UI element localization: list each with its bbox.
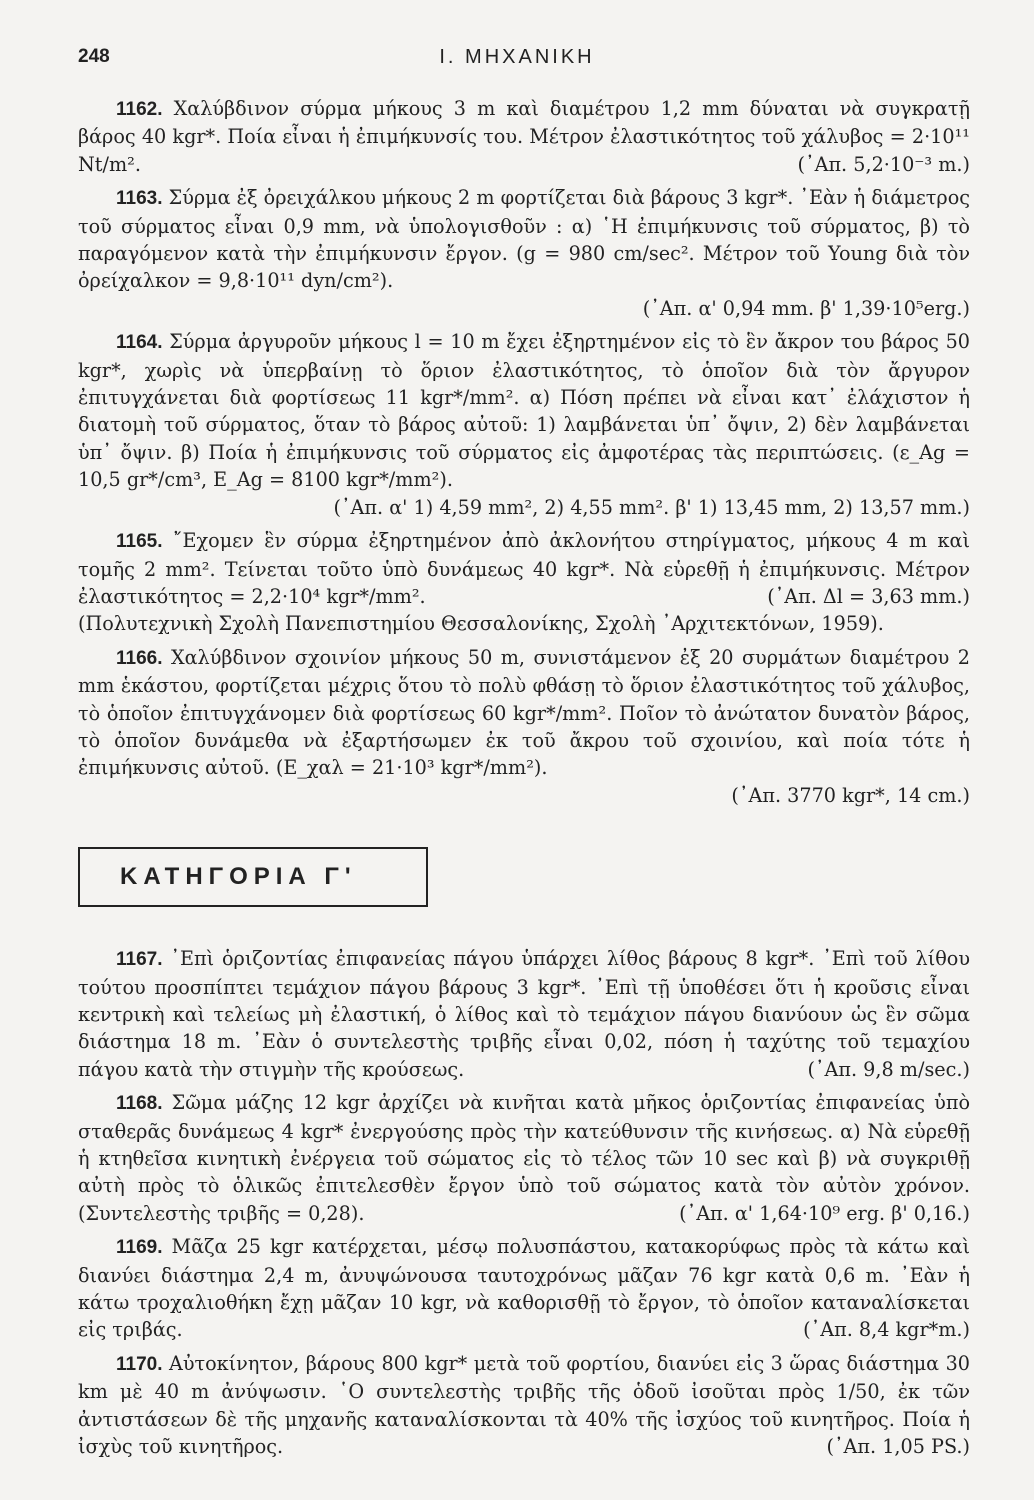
problem-text: Σῶμα μάζης 12 kgr ἀρχίζει νὰ κινῆται κατὰ μῆκος ὁριζοντίας ἐπιφανείας ὑπὸ σταθερᾶς δυνάμεως 4 kgr* ἐνεργούσης πρὸς τὴν κατεύθυνσιν τῆς κινήσεως. α) Νὰ εὑρεθῇ ἡ κτηθεῖσα κινητικὴ ἐνέργεια τοῦ σώματος εἰς τὸ τέλος τῶν 10 sec καὶ β) νὰ συγκριθῇ αὐτὴ πρὸς τὸ ὁλικῶς ἐπιτελεσθὲν ἔργον ὑπὸ τοῦ σώματος κατὰ τὸν αὐτὸν χρόνον. (Συντελεστὴς τριβῆς = 0,28). — [78, 1091, 970, 1225]
answer: (᾿Απ. 8,4 kgr*m.) — [803, 1318, 970, 1342]
answer: (᾿Απ. α' 0,94 mm. β' 1,39·10⁵erg.) — [642, 296, 970, 320]
answer: (᾿Απ. 3770 kgr*, 14 cm.) — [731, 783, 970, 807]
problem-text: ῎Εχομεν ἓν σύρμα ἐξηρτημένον ἀπὸ ἀκλονήτου στηρίγματος, μήκους 4 m καὶ τομῆς 2 mm². Τείνεται τοῦτο ὑπὸ δυνάμεως 40 kgr*. Νὰ εὑρεθῇ ἡ ἐπιμήκυνσις. Μέτρον ἐλαστικότητος = 2,2·10⁴ kgr*/mm². — [78, 529, 970, 608]
problem-text: Χαλύβδινον σχοινίον μήκους 50 m, συνιστάμενον ἐξ 20 συρμάτων διαμέτρου 2 mm ἑκάστου, φορτίζεται μέχρις ὅτου τὸ πολὺ φθάσῃ τὸ ὅριον ἐλαστικότητος τοῦ χάλυβος, τὸ ὁποῖον ἐπιτυγχάνομεν διὰ φορτίσεως 60 kgr*/mm². Ποῖον τὸ ἀνώτατον δυνατὸν βάρος, τὸ ὁποῖον δυνάμεθα νὰ ἐξαρτήσωμεν ἐκ τοῦ ἄκρου τοῦ σχοινίου, καὶ ποία τότε ἡ ἐπιμήκυνσις αὐτοῦ. (E_χαλ = 21·10³ kgr*/mm²). — [78, 645, 970, 780]
problem-number: 1164. — [116, 332, 163, 354]
problem-text: Χαλύβδινον σύρμα μήκους 3 m καὶ διαμέτρου 1,2 mm δύναται νὰ συγκρατῇ βάρος 40 kgr*. Ποία εἶναι ἡ ἐπιμήκυνσίς του. Μέτρον ἐλαστικότητος τοῦ χάλυβος = 2·10¹¹ Nt/m². — [78, 97, 970, 176]
problem-1163 — [78, 184, 970, 322]
problem-number: 1167. — [116, 949, 163, 971]
problem-1164 — [78, 328, 970, 521]
problem-number: 1169. — [116, 1237, 163, 1259]
problem-1162 — [78, 95, 970, 178]
running-head: Ι. ΜΗΧΑΝΙΚΗ — [439, 46, 595, 68]
answer: (᾿Απ. α' 1,64·10⁹ erg. β' 0,16.) — [679, 1201, 970, 1225]
answer: (᾿Απ. 9,8 m/sec.) — [807, 1057, 970, 1081]
problem-text: ᾿Επὶ ὁριζοντίας ἐπιφανείας πάγου ὑπάρχει λίθος βάρους 8 kgr*. ᾿Επὶ τοῦ λίθου τούτου προσπίπτει τεμάχιον πάγου βάρους 3 kgr*. ᾿Επὶ τῇ ὑποθέσει ὅτι ἡ κροῦσις εἶναι κεντρικὴ καὶ τελείως μὴ ἐλαστική, ὁ λίθος καὶ τὸ τεμάχιον πάγου διανύουν ὡς ἓν σῶμα διάστημα 18 m. ᾿Εὰν ὁ συντελεστὴς τριβῆς εἶναι 0,02, πόση ἡ ταχύτης τοῦ τεμαχίου πάγου κατὰ τὴν στιγμὴν τῆς κρούσεως. — [78, 947, 970, 1081]
problem-number: 1170. — [116, 1353, 163, 1375]
problem-number: 1163. — [116, 188, 163, 210]
problem-1168 — [78, 1089, 970, 1227]
problem-number: 1162. — [116, 99, 163, 120]
problem-1167 — [78, 945, 970, 1083]
problem-source: (Πολυτεχνικὴ Σχολὴ Πανεπιστημίου Θεσσαλονίκης, Σχολὴ ᾿Αρχιτεκτόνων, 1959). — [78, 612, 884, 636]
answer: (᾿Απ. α' 1) 4,59 mm², 2) 4,55 mm². β' 1) 13,45 mm, 2) 13,57 mm.) — [333, 495, 970, 519]
problem-1170 — [78, 1350, 970, 1461]
page-header — [78, 44, 956, 74]
problem-number: 1165. — [116, 531, 163, 553]
problem-1169 — [78, 1233, 970, 1344]
answer: (᾿Απ. 5,2·10⁻³ m.) — [797, 152, 970, 176]
category-heading: ΚΑΤΗΓΟΡΙΑ Γ' — [78, 847, 428, 907]
problem-number: 1166. — [116, 647, 163, 669]
problem-text: Σύρμα ἀργυροῦν μήκους l = 10 m ἔχει ἐξηρτημένον εἰς τὸ ἓν ἄκρον του βάρος 50 kgr*, χωρὶς νὰ ὑπερβαίνῃ τὸ ὅριον ἐλαστικότητος, τὸ ὁποῖον διὰ τὸν ἄργυρον ἐπιτυγχάνεται διὰ φορτίσεως 11 kgr*/mm². α) Πόση πρέπει νὰ εἶναι κατ᾿ ἐλάχιστον ἡ διατομὴ τοῦ σύρματος, ὅταν τὸ βάρος αὐτοῦ: 1) λαμβάνεται ὑπ᾿ ὄψιν, 2) δὲν λαμβάνεται ὑπ᾿ ὄψιν. β) Ποία ἡ ἐπιμήκυνσις τοῦ σύρματος εἰς ἀμφοτέρας τὰς περιπτώσεις. (ε_Ag = 10,5 gr*/cm³, E_Ag = 8100 kgr*/mm²). — [78, 330, 970, 492]
page-body — [78, 95, 970, 1466]
page-number: 248 — [78, 46, 110, 67]
problem-text: Σύρμα ἐξ ὀρειχάλκου μήκους 2 m φορτίζεται διὰ βάρους 3 kgr*. ᾿Εὰν ἡ διάμετρος τοῦ σύρματος εἶναι 0,9 mm, νὰ ὑπολογισθοῦν : α) ῾Η ἐπιμήκυνσις τοῦ σύρματος, β) τὸ παραγόμενον κατὰ τὴν ἐπιμήκυνσιν ἔργον. (g = 980 cm/sec². Μέτρον τοῦ Young διὰ τὸν ὀρείχαλκον = 9,8·10¹¹ dyn/cm²). — [78, 186, 970, 293]
problem-1166 — [78, 644, 970, 809]
problem-text: Μᾶζα 25 kgr κατέρχεται, μέσῳ πολυσπάστου, κατακορύφως πρὸς τὰ κάτω καὶ διανύει διάστημα 2,4 m, ἀνυψώνουσα ταυτοχρόνως μᾶζαν 76 kgr κατὰ 0,6 m. ᾿Εὰν ἡ κάτω τροχαλιοθήκη ἔχῃ μᾶζαν 10 kgr, νὰ καθορισθῇ τὸ ἔργον, τὸ ὁποῖον καταναλίσκεται εἰς τριβάς. — [78, 1235, 970, 1342]
answer: (᾿Απ. Δl = 3,63 mm.) — [767, 584, 970, 608]
problem-1165 — [78, 527, 970, 638]
problem-text: Αὐτοκίνητον, βάρους 800 kgr* μετὰ τοῦ φορτίου, διανύει εἰς 3 ὥρας διάστημα 30 km μὲ 40 m ἀνύψωσιν. ῾Ο συντελεστὴς τριβῆς τῆς ὁδοῦ ἰσοῦται πρὸς 1/50, ἐκ τῶν ἀντιστάσεων δὲ τῆς μηχανῆς καταναλίσκονται τὰ 40% τῆς ἰσχύος τοῦ κινητῆρος. Ποία ἡ ἰσχὺς τοῦ κινητῆρος. — [78, 1351, 971, 1459]
problem-number: 1168. — [116, 1093, 163, 1115]
answer: (᾿Απ. 1,05 PS.) — [826, 1435, 970, 1459]
